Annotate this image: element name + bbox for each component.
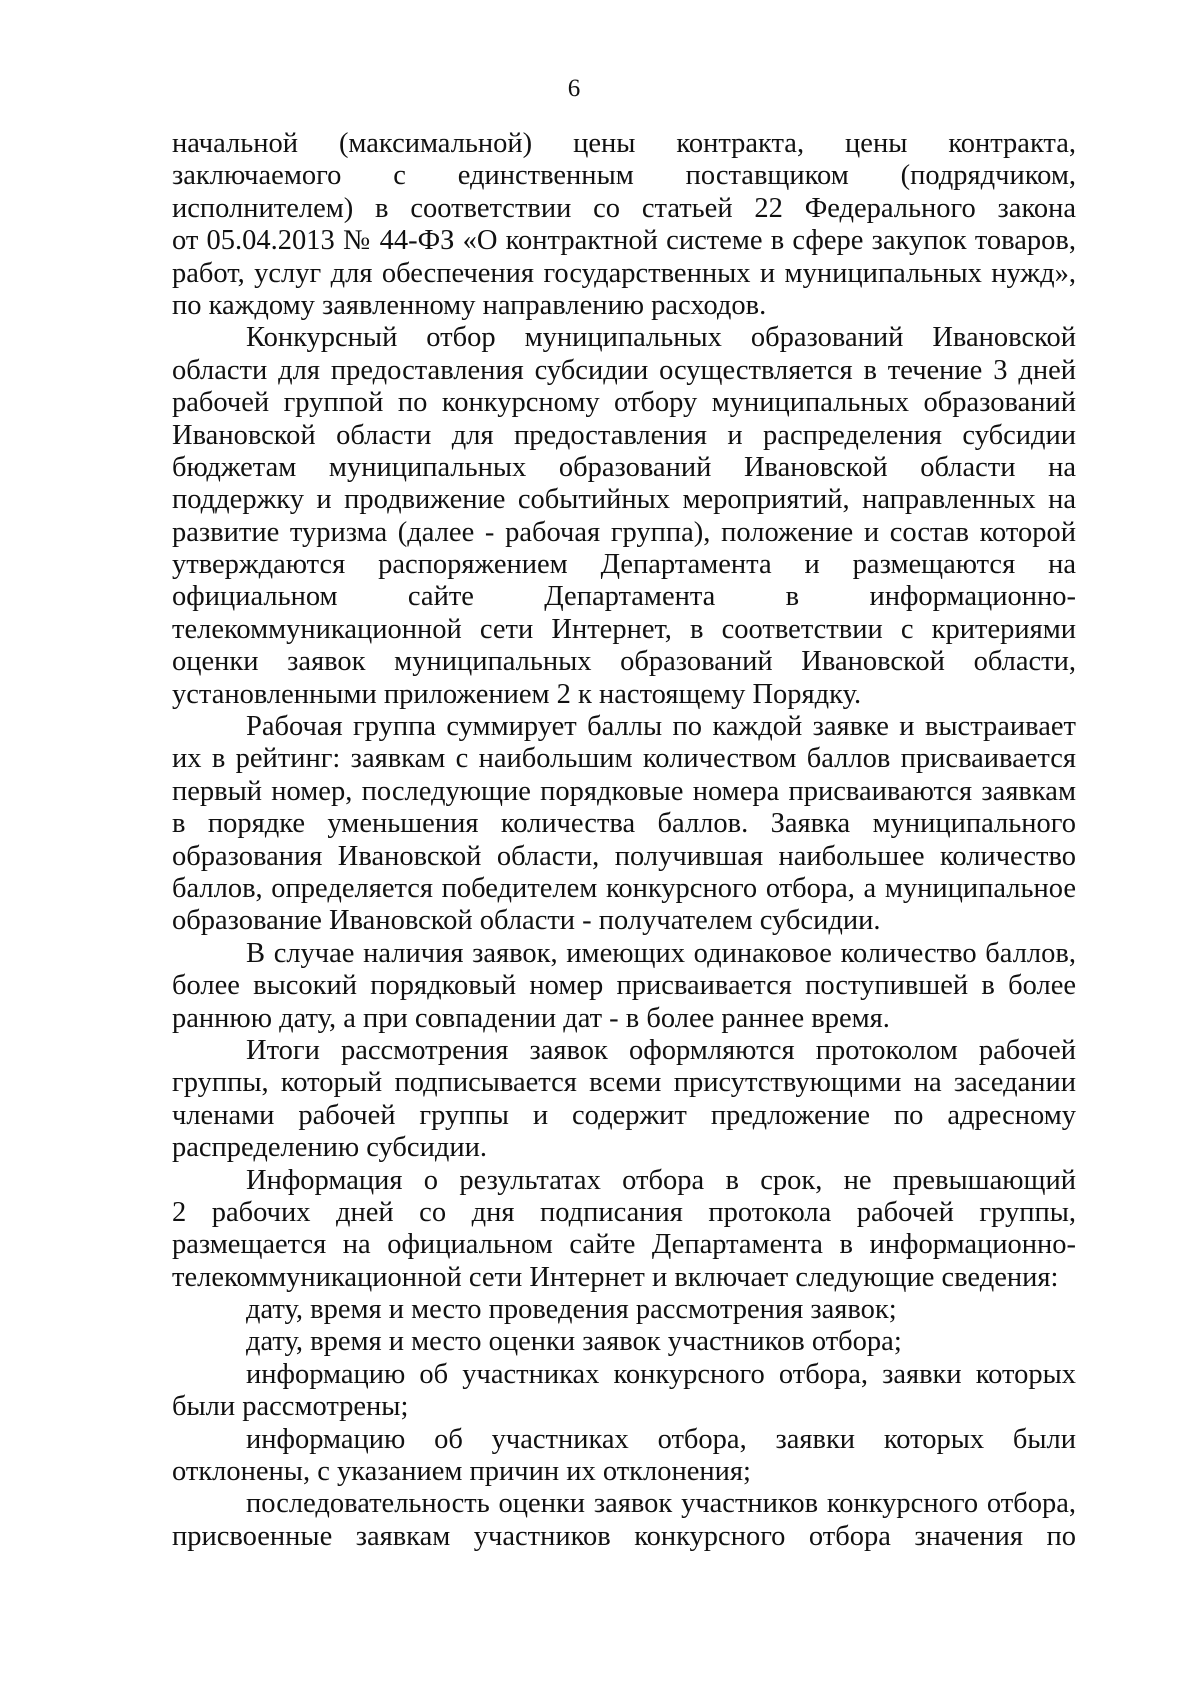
text-line: членами рабочей группы и содержит предложение по адресному	[172, 1099, 1076, 1131]
text-line: в порядке уменьшения количества баллов. Заявка муниципального	[172, 808, 1076, 840]
text-line: Информация о результатах отбора в срок, не превышающий	[246, 1164, 1076, 1196]
text-line: телекоммуникационной сети Интернет, в соответствии с критериями	[172, 613, 1076, 645]
text-line: области для предоставления субсидии осуществляется в течение 3 дней	[172, 354, 1076, 386]
text-line: дату, время и место оценки заявок участников отбора;	[246, 1326, 902, 1358]
text-line: развитие туризма (далее - рабочая группа), положение и состав которой	[172, 516, 1076, 548]
text-line: бюджетам муниципальных образований Ивановской области на	[172, 451, 1076, 483]
text-line: поддержку и продвижение событийных мероприятий, направленных на	[172, 484, 1076, 516]
page-number: 6	[567, 75, 581, 102]
document-body	[172, 128, 1076, 1553]
text-line: начальной (максимальной) цены контракта, цены контракта,	[172, 128, 1076, 159]
text-line: были рассмотрены;	[172, 1391, 409, 1423]
text-line: отклонены, с указанием причин их отклонения;	[172, 1456, 751, 1488]
text-line: работ, услуг для обеспечения государственных и муниципальных нужд»,	[172, 257, 1076, 289]
text-line: рабочей группой по конкурсному отбору муниципальных образований	[172, 387, 1076, 419]
text-line: В случае наличия заявок, имеющих одинаковое количество баллов,	[246, 937, 1076, 969]
text-line: их в рейтинг: заявкам с наибольшим количеством баллов присваивается	[172, 743, 1076, 775]
text-line: размещается на официальном сайте Департамента в информационно-	[172, 1229, 1076, 1261]
text-line: распределению субсидии.	[172, 1132, 487, 1164]
text-line: 2 рабочих дней со дня подписания протокола рабочей группы,	[172, 1196, 1076, 1228]
text-line: группы, который подписывается всеми присутствующими на заседании	[172, 1067, 1076, 1099]
text-line: заключаемого с единственным поставщиком (подрядчиком,	[172, 160, 1076, 192]
text-line: более высокий порядковый номер присваивается поступившей в более	[172, 970, 1076, 1002]
text-line: баллов, определяется победителем конкурсного отбора, а муниципальное	[172, 872, 1076, 904]
text-line: информацию об участниках конкурсного отбора, заявки которых	[246, 1358, 1076, 1390]
text-line: первый номер, последующие порядковые номера присваиваются заявкам	[172, 775, 1076, 807]
text-line: присвоенные заявкам участников конкурсного отбора значения по	[172, 1520, 1076, 1552]
text-line: образования Ивановской области, получившая наибольшее количество	[172, 840, 1076, 872]
text-line: от 05.04.2013 № 44-ФЗ «О контрактной системе в сфере закупок товаров,	[172, 225, 1076, 257]
text-line: Ивановской области для предоставления и распределения субсидии	[172, 419, 1076, 451]
text-line: исполнителем) в соответствии со статьей 22 Федерального закона	[172, 192, 1076, 224]
text-line: оценки заявок муниципальных образований Ивановской области,	[172, 646, 1076, 678]
text-line: установленными приложением 2 к настоящему Порядку.	[172, 678, 862, 710]
text-line: утверждаются распоряжением Департамента и размещаются на	[172, 549, 1076, 581]
text-line: по каждому заявленному направлению расходов.	[172, 289, 767, 321]
text-line: Итоги рассмотрения заявок оформляются протоколом рабочей	[246, 1034, 1076, 1066]
text-line: телекоммуникационной сети Интернет и включает следующие сведения:	[172, 1261, 1059, 1293]
text-line: информацию об участниках отбора, заявки которых были	[246, 1423, 1076, 1455]
text-line: дату, время и место проведения рассмотрения заявок;	[246, 1294, 897, 1326]
text-line: образование Ивановской области - получателем субсидии.	[172, 905, 881, 937]
text-line: официальном сайте Департамента в информационно-	[172, 581, 1076, 613]
text-line: раннюю дату, а при совпадении дат - в более раннее время.	[172, 1002, 890, 1034]
text-line: последовательность оценки заявок участников конкурсного отбора,	[246, 1488, 1076, 1520]
text-line: Рабочая группа суммирует баллы по каждой заявке и выстраивает	[246, 711, 1076, 743]
text-line: Конкурсный отбор муниципальных образований Ивановской	[246, 322, 1076, 354]
